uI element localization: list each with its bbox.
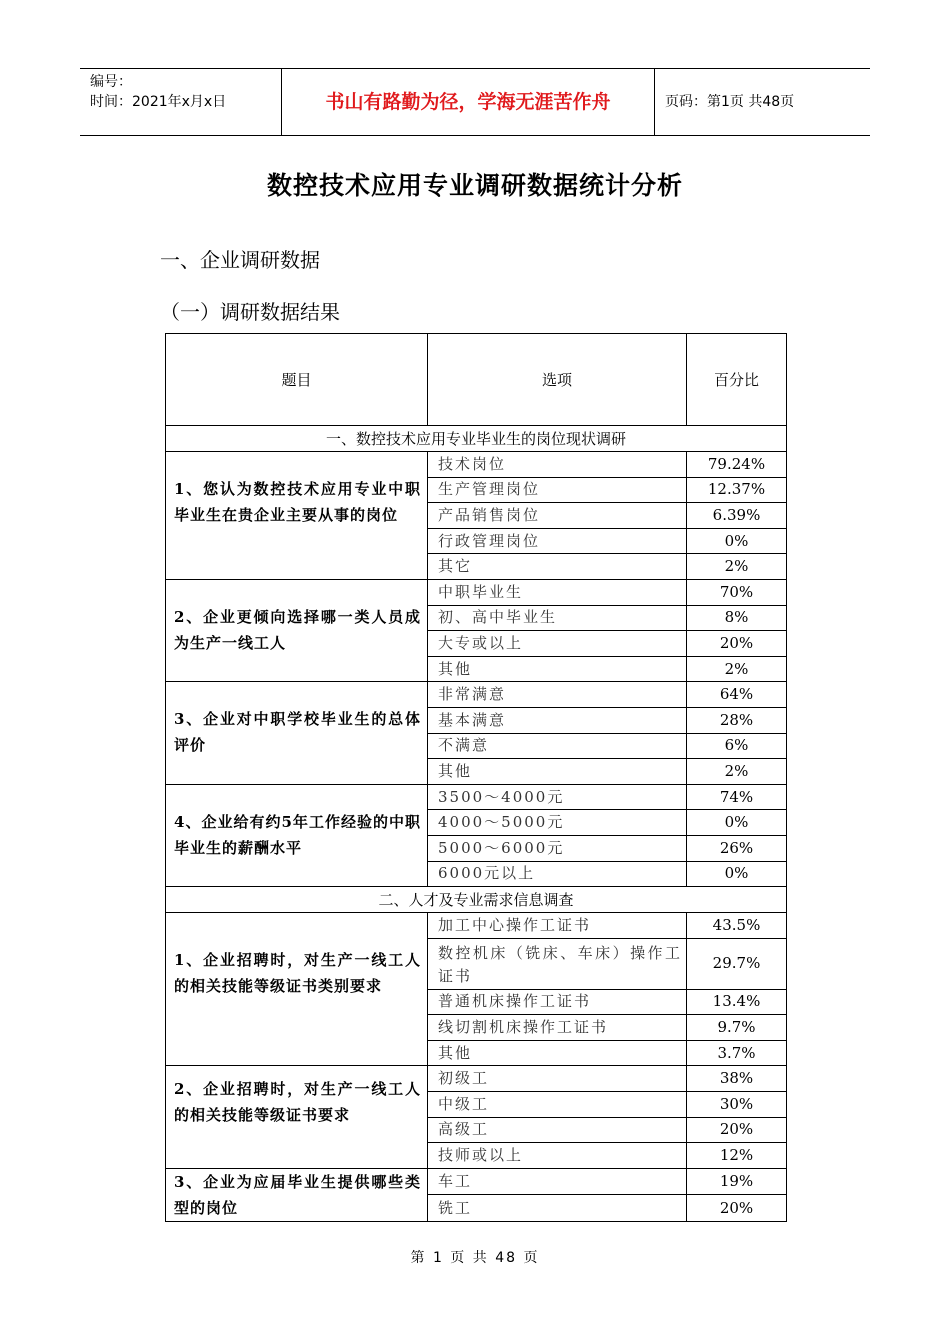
percent-cell: 26% — [687, 835, 787, 861]
percent-cell: 64% — [687, 682, 787, 708]
percent-cell: 0% — [687, 528, 787, 554]
option-cell: 中级工 — [428, 1092, 687, 1118]
percent-cell: 12% — [687, 1143, 787, 1169]
option-cell: 非常满意 — [428, 682, 687, 708]
question-cell: 2、企业招聘时，对生产一线工人的相关技能等级证书要求 — [166, 1066, 428, 1168]
percent-cell: 20% — [687, 631, 787, 657]
page-footer: 第 1 页 共 48 页 — [410, 1250, 540, 1266]
option-cell: 铣工 — [428, 1195, 687, 1222]
option-cell: 行政管理岗位 — [428, 528, 687, 554]
percent-cell: 30% — [687, 1092, 787, 1118]
question-cell: 1、您认为数控技术应用专业中职毕业生在贵企业主要从事的岗位 — [166, 452, 428, 580]
header-meta — [80, 69, 282, 135]
option-cell: 生产管理岗位 — [428, 477, 687, 503]
percent-cell: 79.24% — [687, 452, 787, 478]
option-cell: 中职毕业生 — [428, 579, 687, 605]
percent-cell: 38% — [687, 1066, 787, 1092]
percent-cell: 9.7% — [687, 1015, 787, 1041]
part-title: 二、人才及专业需求信息调查 — [166, 887, 787, 913]
option-cell: 车工 — [428, 1168, 687, 1195]
number-label: 编号： — [90, 74, 132, 90]
option-cell: 5000～6000元 — [428, 835, 687, 861]
header-motto: 书山有路勤为径，学海无涯苦作舟 — [282, 69, 655, 135]
document-title: 数控技术应用专业调研数据统计分析 — [266, 171, 683, 200]
option-cell: 技术岗位 — [428, 452, 687, 478]
option-cell: 不满意 — [428, 733, 687, 759]
table-row — [166, 579, 787, 605]
percent-cell: 8% — [687, 605, 787, 631]
percent-cell: 2% — [687, 554, 787, 580]
table-row — [166, 1066, 787, 1092]
table-row — [166, 682, 787, 708]
option-cell: 其他 — [428, 656, 687, 682]
part-title: 一、数控技术应用专业毕业生的岗位现状调研 — [166, 426, 787, 452]
option-cell: 6000元以上 — [428, 861, 687, 887]
option-cell: 产品销售岗位 — [428, 503, 687, 529]
percent-cell: 43.5% — [687, 913, 787, 939]
percent-cell: 6% — [687, 733, 787, 759]
option-cell: 其他 — [428, 1040, 687, 1066]
option-cell: 初级工 — [428, 1066, 687, 1092]
option-cell: 大专或以上 — [428, 631, 687, 657]
time-label: 时间：2021年x月x日 — [90, 94, 227, 110]
option-cell: 其他 — [428, 759, 687, 785]
question-cell: 1、企业招聘时，对生产一线工人的相关技能等级证书类别要求 — [166, 913, 428, 1066]
percent-cell: 13.4% — [687, 989, 787, 1015]
percent-cell: 20% — [687, 1195, 787, 1222]
table-row — [166, 913, 787, 939]
option-cell: 基本满意 — [428, 707, 687, 733]
table-row — [166, 452, 787, 478]
option-cell: 加工中心操作工证书 — [428, 913, 687, 939]
percent-cell: 20% — [687, 1117, 787, 1143]
option-cell: 数控机床（铣床、车床）操作工证书 — [428, 938, 687, 989]
percent-cell: 29.7% — [687, 938, 787, 989]
percent-cell: 12.37% — [687, 477, 787, 503]
option-cell: 高级工 — [428, 1117, 687, 1143]
percent-cell: 70% — [687, 579, 787, 605]
option-cell: 其它 — [428, 554, 687, 580]
option-cell: 初、高中毕业生 — [428, 605, 687, 631]
percent-cell: 2% — [687, 656, 787, 682]
question-cell: 4、企业给有约5年工作经验的中职毕业生的薪酬水平 — [166, 784, 428, 886]
percent-cell: 0% — [687, 861, 787, 887]
header-percent: 百分比 — [687, 334, 787, 426]
percent-cell: 6.39% — [687, 503, 787, 529]
header-question: 题目 — [166, 334, 428, 426]
question-cell: 3、企业对中职学校毕业生的总体评价 — [166, 682, 428, 784]
percent-cell: 2% — [687, 759, 787, 785]
header-option: 选项 — [428, 334, 687, 426]
subsection-heading: （一）调研数据结果 — [160, 300, 340, 324]
option-cell: 3500～4000元 — [428, 784, 687, 810]
header-page-info: 页码：第1页 共48页 — [665, 94, 795, 110]
question-cell: 3、企业为应届毕业生提供哪些类型的岗位 — [166, 1168, 428, 1221]
section-heading: 一、企业调研数据 — [160, 248, 320, 272]
percent-cell: 74% — [687, 784, 787, 810]
survey-table — [165, 333, 787, 1222]
table-row — [166, 784, 787, 810]
option-cell: 4000～5000元 — [428, 810, 687, 836]
option-cell: 普通机床操作工证书 — [428, 989, 687, 1015]
percent-cell: 0% — [687, 810, 787, 836]
percent-cell: 3.7% — [687, 1040, 787, 1066]
table-header-row — [166, 334, 787, 426]
page-header — [80, 68, 870, 136]
table-row — [166, 1168, 787, 1195]
percent-cell: 28% — [687, 707, 787, 733]
option-cell: 技师或以上 — [428, 1143, 687, 1169]
question-cell: 2、企业更倾向选择哪一类人员成为生产一线工人 — [166, 579, 428, 681]
percent-cell: 19% — [687, 1168, 787, 1195]
option-cell: 线切割机床操作工证书 — [428, 1015, 687, 1041]
